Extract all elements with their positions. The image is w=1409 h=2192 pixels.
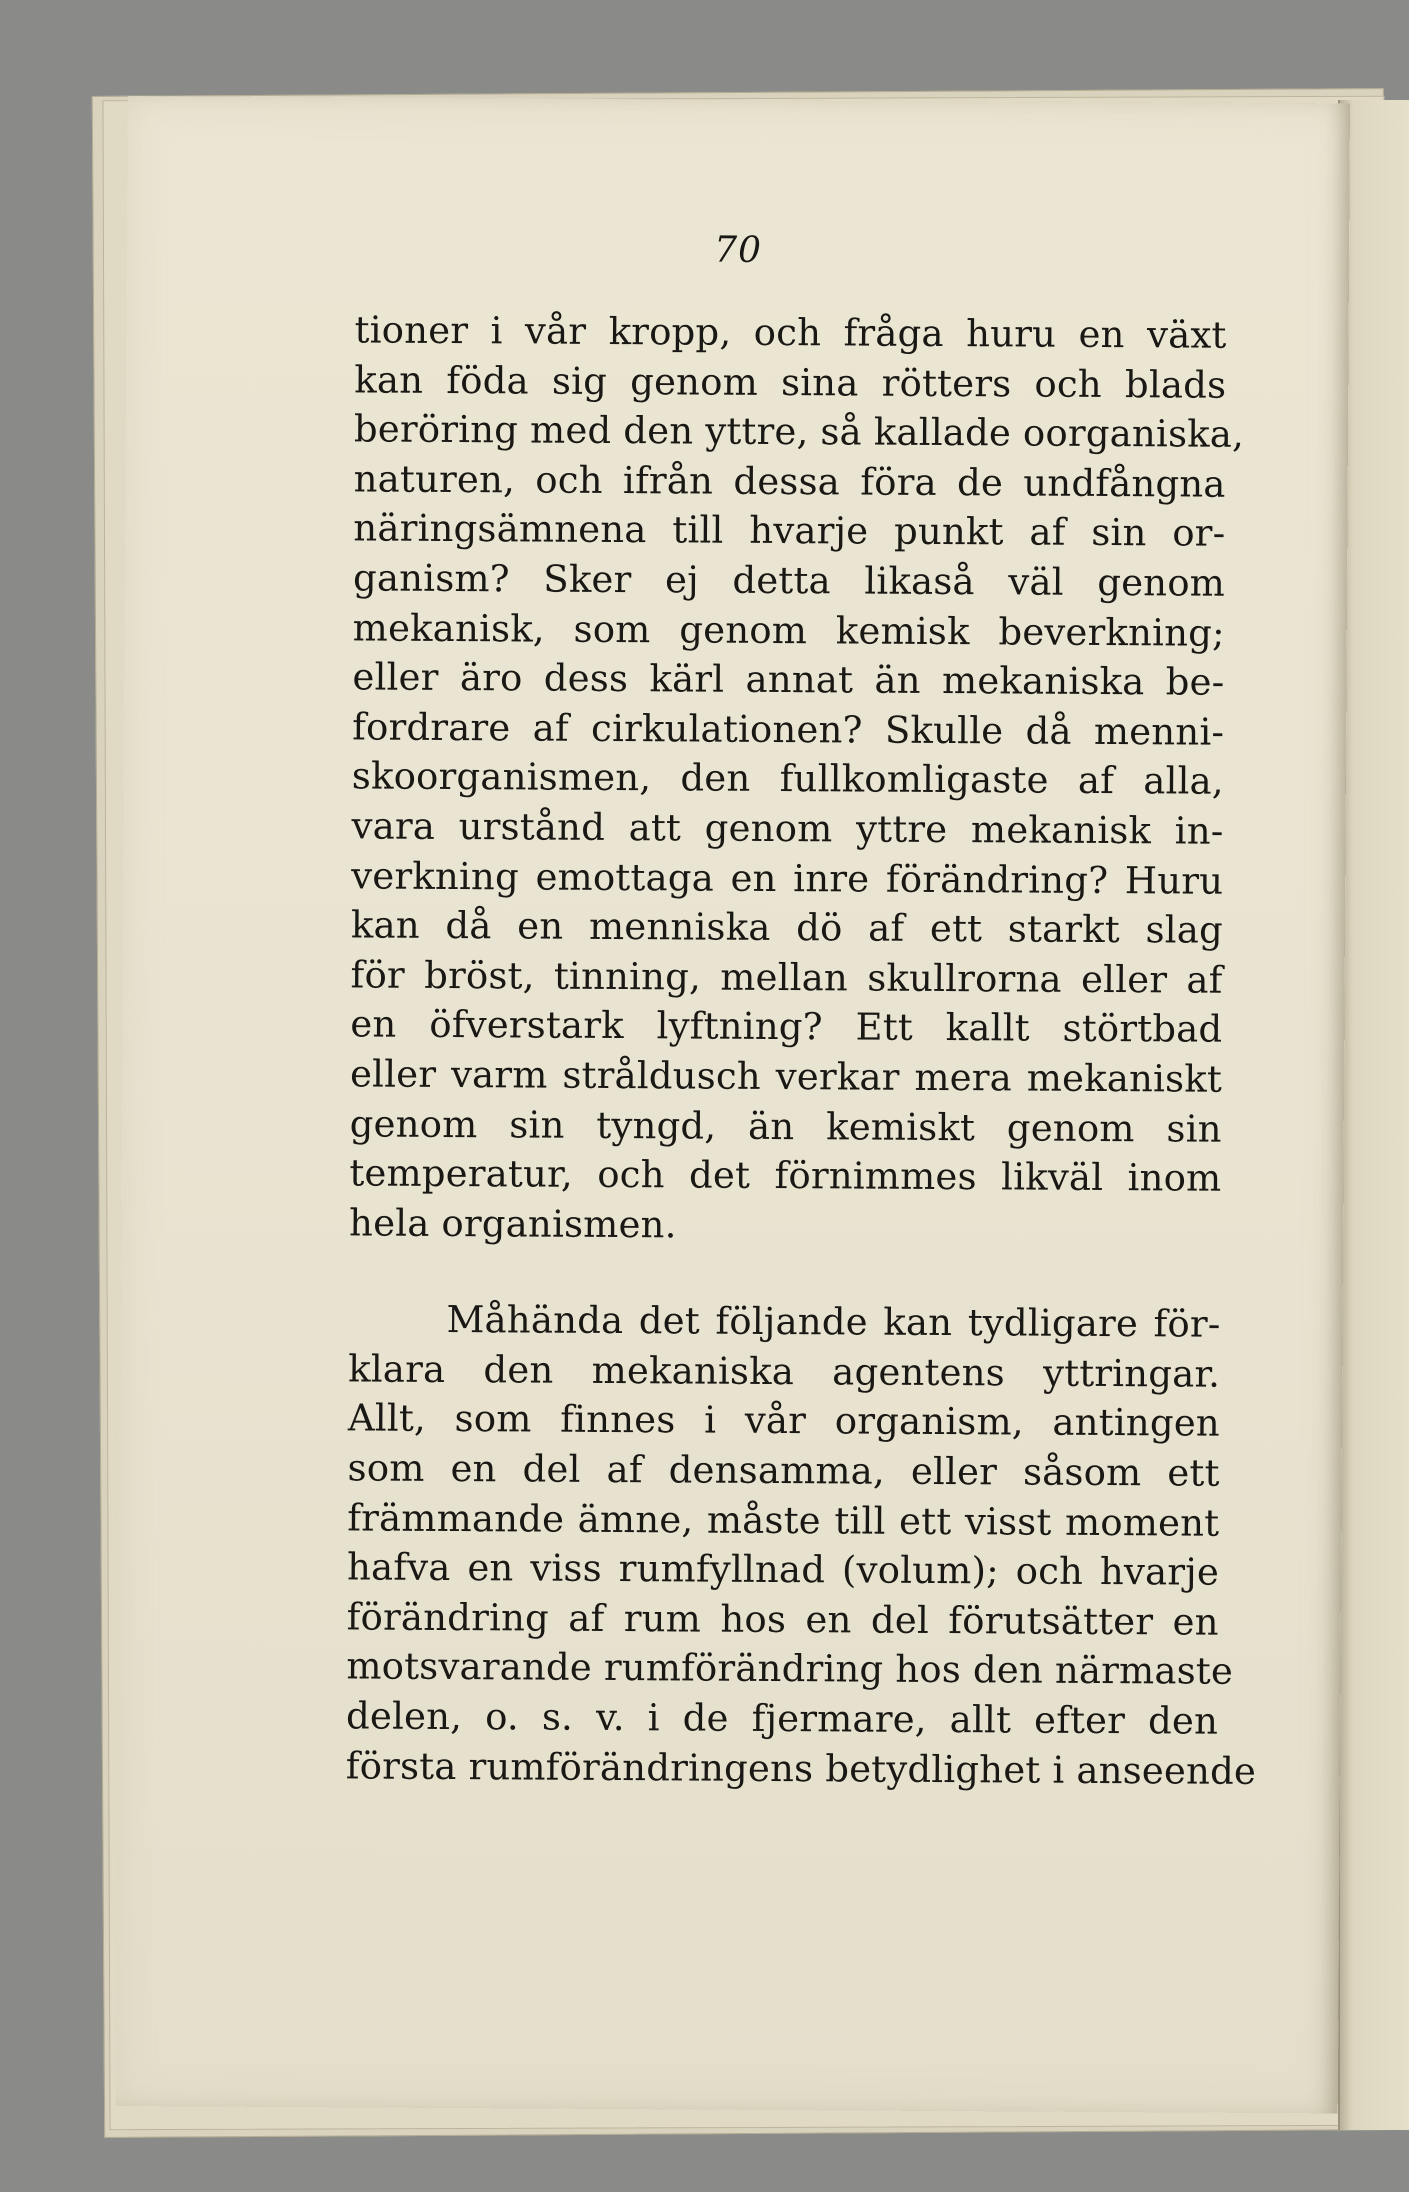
text-line: en öfverstark lyftning? Ett kallt störtbad	[350, 1002, 1223, 1052]
page-number: 70	[714, 229, 763, 271]
text-line: första rumförändringens betydlighet i anseende	[345, 1743, 1257, 1793]
text-line: eller äro dess kärl annat än mekaniska be-	[352, 655, 1225, 704]
text-line: Måhända det följande kan tydligare för-	[446, 1298, 1221, 1346]
text-line: förändring af rum hos en del förutsätter en	[346, 1595, 1219, 1644]
text-line: för bröst, tinning, mellan skullrorna eller af	[350, 953, 1223, 1002]
body-text	[345, 305, 1257, 1796]
text-line: hafva en viss rumfyllnad (volum); och hvarje	[346, 1545, 1220, 1594]
text-line: näringsämnena till hvarje punkt af sin or-	[353, 506, 1226, 556]
text-line: eller varm stråldusch verkar mera mekaniskt	[349, 1052, 1223, 1101]
text-line: Allt, som finnes i vår organism, antingen	[347, 1396, 1221, 1446]
text-line: motsvarande rumförändring hos den närmaste	[346, 1644, 1234, 1694]
book-page	[116, 96, 1350, 2113]
text-line: delen, o. s. v. i de fjermare, allt efter den	[345, 1694, 1219, 1743]
text-line: vara urstånd att genom yttre mekanisk in-	[351, 804, 1224, 853]
paragraph-gap	[349, 1248, 1221, 1300]
text-line: kan föda sig genom sina rötters och blads	[354, 357, 1227, 407]
text-line: mekanisk, som genom kemisk beverkning;	[352, 605, 1225, 655]
text-line: som en del af densamma, eller såsom ett	[347, 1446, 1220, 1495]
text-line: främmande ämne, måste till ett visst moment	[347, 1496, 1220, 1545]
text-line: ganism? Sker ej detta likaså väl genom	[352, 556, 1226, 605]
text-line: beröring med den yttre, så kallade oorganiska,	[353, 407, 1245, 457]
text-line: temperatur, och det förnimmes likväl inom	[349, 1151, 1222, 1200]
facing-page-edge	[1338, 100, 1409, 2130]
text-line: verkning emottaga en inre förändring? Huru	[351, 853, 1224, 903]
text-line: naturen, och ifrån dessa föra de undfångna	[353, 457, 1226, 506]
text-line: skoorganismen, den fullkomligaste af alla,	[351, 754, 1224, 804]
text-line: tioner i vår kropp, och fråga huru en växt	[354, 308, 1227, 357]
paragraph-1	[348, 305, 1245, 1253]
text-line: klara den mekaniska agentens yttringar.	[348, 1347, 1221, 1396]
text-line: hela organismen.	[348, 1201, 677, 1247]
text-line: kan då en menniska dö af ett starkt slag	[350, 903, 1224, 952]
text-line: fordrare af cirkulationen? Skulle då menni-	[352, 705, 1225, 754]
text-line: genom sin tyngd, än kemiskt genom sin	[349, 1101, 1222, 1151]
paragraph-2	[345, 1295, 1257, 1796]
